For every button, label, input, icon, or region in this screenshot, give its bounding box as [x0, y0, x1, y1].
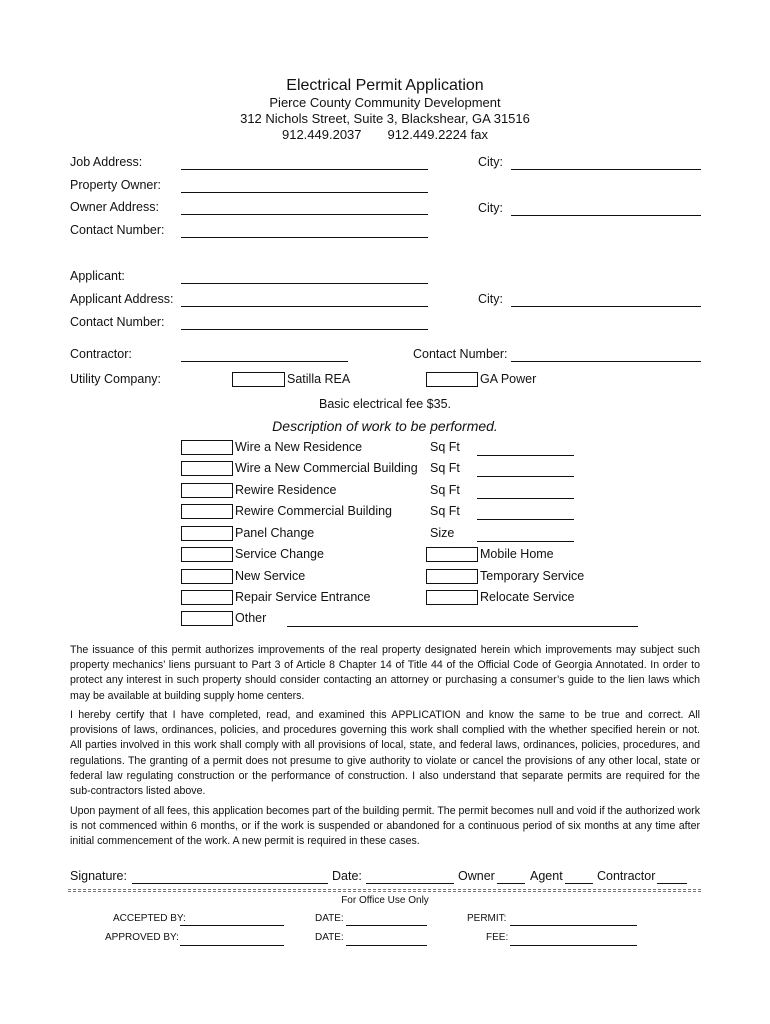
work-checkbox-2[interactable]: [181, 461, 233, 476]
work-label-3: Rewire Residence: [235, 483, 337, 497]
form-title: Electrical Permit Application: [286, 77, 484, 94]
accepted-by-label: ACCEPTED BY:: [113, 913, 186, 924]
lien-paragraph: The issuance of this permit authorizes improvements of the real property designated herein which improvements may subject such property mechanics’ liens pursuant to Part 3 of Article 8 Chapter 14 of Title 44 of the Official Code of Georgia Annotated. In order to protect any interest in such property should consider contacting an attorney or purchasing a consumer’s guide to the lien laws which may be available at building supply home centers.: [70, 644, 700, 702]
work-measure-1: Sq Ft: [430, 440, 460, 454]
owner-address-field[interactable]: [181, 214, 428, 215]
contractor-contact-field[interactable]: [511, 361, 701, 362]
org-contact: [0, 127, 770, 142]
fee-text: Basic electrical fee $35.: [318, 397, 451, 411]
owner-city-label: City:: [478, 201, 503, 215]
work-right-checkbox-3[interactable]: [426, 590, 478, 605]
approved-by-field[interactable]: [180, 945, 284, 946]
work-label-6: Service Change: [235, 547, 324, 561]
work-checkbox-5[interactable]: [181, 526, 233, 541]
work-measure-field-3[interactable]: [477, 498, 574, 499]
ga-power-checkbox[interactable]: [426, 372, 478, 387]
work-measure-field-5[interactable]: [477, 541, 574, 542]
owner-contact-field[interactable]: [181, 237, 428, 238]
applicant-label: Applicant:: [70, 269, 125, 283]
owner-address-label: Owner Address:: [70, 200, 159, 214]
job-address-label: Job Address:: [70, 155, 143, 169]
signature-field[interactable]: [132, 883, 328, 884]
applicant-field[interactable]: [181, 283, 428, 284]
work-checkbox-4[interactable]: [181, 504, 233, 519]
contractor-field[interactable]: [181, 361, 348, 362]
signature-date-label: Date:: [332, 869, 362, 883]
permit-label: PERMIT:: [467, 913, 507, 924]
other-description-field[interactable]: [287, 626, 638, 627]
contractor-label: Contractor:: [70, 347, 132, 361]
work-measure-field-4[interactable]: [477, 519, 574, 520]
applicant-address-field[interactable]: [181, 306, 428, 307]
approved-by-label: APPROVED BY:: [105, 932, 179, 943]
work-measure-field-1[interactable]: [477, 455, 574, 456]
owner-label: Owner: [458, 869, 495, 883]
applicant-city-field[interactable]: [511, 306, 701, 307]
org-name: Pierce County Community Development: [269, 95, 501, 110]
office-divider-2: [68, 891, 701, 892]
work-measure-field-2[interactable]: [477, 476, 574, 477]
contractor-sign-field[interactable]: [657, 883, 687, 884]
utility-company-label: Utility Company:: [70, 372, 161, 386]
certification-paragraph: I hereby certify that I have completed, read, and examined this APPLICATION and know the same to be true and correct. All provisions of laws, ordinances, policies, and procedures governing this work shall complied with the whether specified herein or not. All parties involved in this work shall comply with all provisions of local, state, and federal laws, ordinances, policies, procedures, and regulations. The granting of a permit does not presume to give authority to violate or cancel the provisions of any other local, state or federal law regulating construction or the performance of construction. I also understand that separate permits are required for the sub-contractors listed above.: [70, 709, 700, 798]
signature-date-field[interactable]: [366, 883, 454, 884]
job-address-field[interactable]: [181, 169, 428, 170]
owner-field[interactable]: [497, 883, 525, 884]
office-divider: [68, 889, 701, 890]
signature-label: Signature:: [70, 869, 127, 883]
applicant-contact-field[interactable]: [181, 329, 428, 330]
work-label-1: Wire a New Residence: [235, 440, 363, 454]
property-owner-field[interactable]: [181, 192, 428, 193]
job-city-field[interactable]: [511, 169, 701, 170]
work-label-9: Other: [235, 611, 267, 625]
work-right-checkbox-2[interactable]: [426, 569, 478, 584]
description-title: Description of work to be performed.: [272, 418, 498, 434]
contractor-contact-label: Contact Number:: [413, 347, 508, 361]
work-checkbox-1[interactable]: [181, 440, 233, 455]
agent-field[interactable]: [565, 883, 593, 884]
applicant-city-label: City:: [478, 292, 503, 306]
work-measure-5: Size: [430, 526, 455, 540]
office-heading: For Office Use Only: [341, 895, 429, 906]
applicant-address-label: Applicant Address:: [70, 292, 174, 306]
agent-label: Agent: [530, 869, 563, 883]
property-owner-label: Property Owner:: [70, 178, 162, 192]
work-checkbox-9[interactable]: [181, 611, 233, 626]
ga-power-label: GA Power: [480, 372, 537, 386]
approved-date-field[interactable]: [346, 945, 427, 946]
fee-label: FEE:: [486, 932, 509, 943]
work-checkbox-3[interactable]: [181, 483, 233, 498]
work-right-label-2: Temporary Service: [480, 569, 585, 583]
work-checkbox-7[interactable]: [181, 569, 233, 584]
work-label-4: Rewire Commercial Building: [235, 504, 392, 518]
org-phone: 912.449.2037: [281, 127, 362, 142]
approved-date-label: DATE:: [315, 932, 344, 943]
applicant-contact-label: Contact Number:: [70, 315, 165, 329]
org-address: 312 Nichols Street, Suite 3, Blackshear, GA 31516: [240, 111, 530, 126]
accepted-date-label: DATE:: [315, 913, 344, 924]
work-label-2: Wire a New Commercial Building: [235, 461, 418, 475]
work-label-7: New Service: [235, 569, 306, 583]
accepted-by-field[interactable]: [180, 925, 284, 926]
work-measure-3: Sq Ft: [430, 483, 460, 497]
satilla-checkbox[interactable]: [232, 372, 285, 387]
work-right-checkbox-1[interactable]: [426, 547, 478, 562]
job-city-label: City:: [478, 155, 503, 169]
work-right-label-1: Mobile Home: [480, 547, 554, 561]
owner-contact-label: Contact Number:: [70, 223, 165, 237]
satilla-label: Satilla REA: [287, 372, 351, 386]
work-right-label-3: Relocate Service: [480, 590, 575, 604]
org-fax: 912.449.2224 fax: [387, 127, 488, 142]
work-measure-2: Sq Ft: [430, 461, 460, 475]
work-label-8: Repair Service Entrance: [235, 590, 371, 604]
accepted-date-field[interactable]: [346, 925, 427, 926]
owner-city-field[interactable]: [511, 215, 701, 216]
fee-field[interactable]: [510, 945, 637, 946]
work-checkbox-6[interactable]: [181, 547, 233, 562]
work-label-5: Panel Change: [235, 526, 315, 540]
work-measure-4: Sq Ft: [430, 504, 460, 518]
permit-field[interactable]: [510, 925, 637, 926]
contractor-sign-label: Contractor: [597, 869, 656, 883]
work-checkbox-8[interactable]: [181, 590, 233, 605]
payment-paragraph: Upon payment of all fees, this application becomes part of the building permit. The permit becomes null and void if the authorized work is not commenced within 6 months, or if the work is suspended or abandoned for a continuous period of six months at any time after initial commencement of the work. A new permit is required in these cases.: [70, 805, 700, 848]
